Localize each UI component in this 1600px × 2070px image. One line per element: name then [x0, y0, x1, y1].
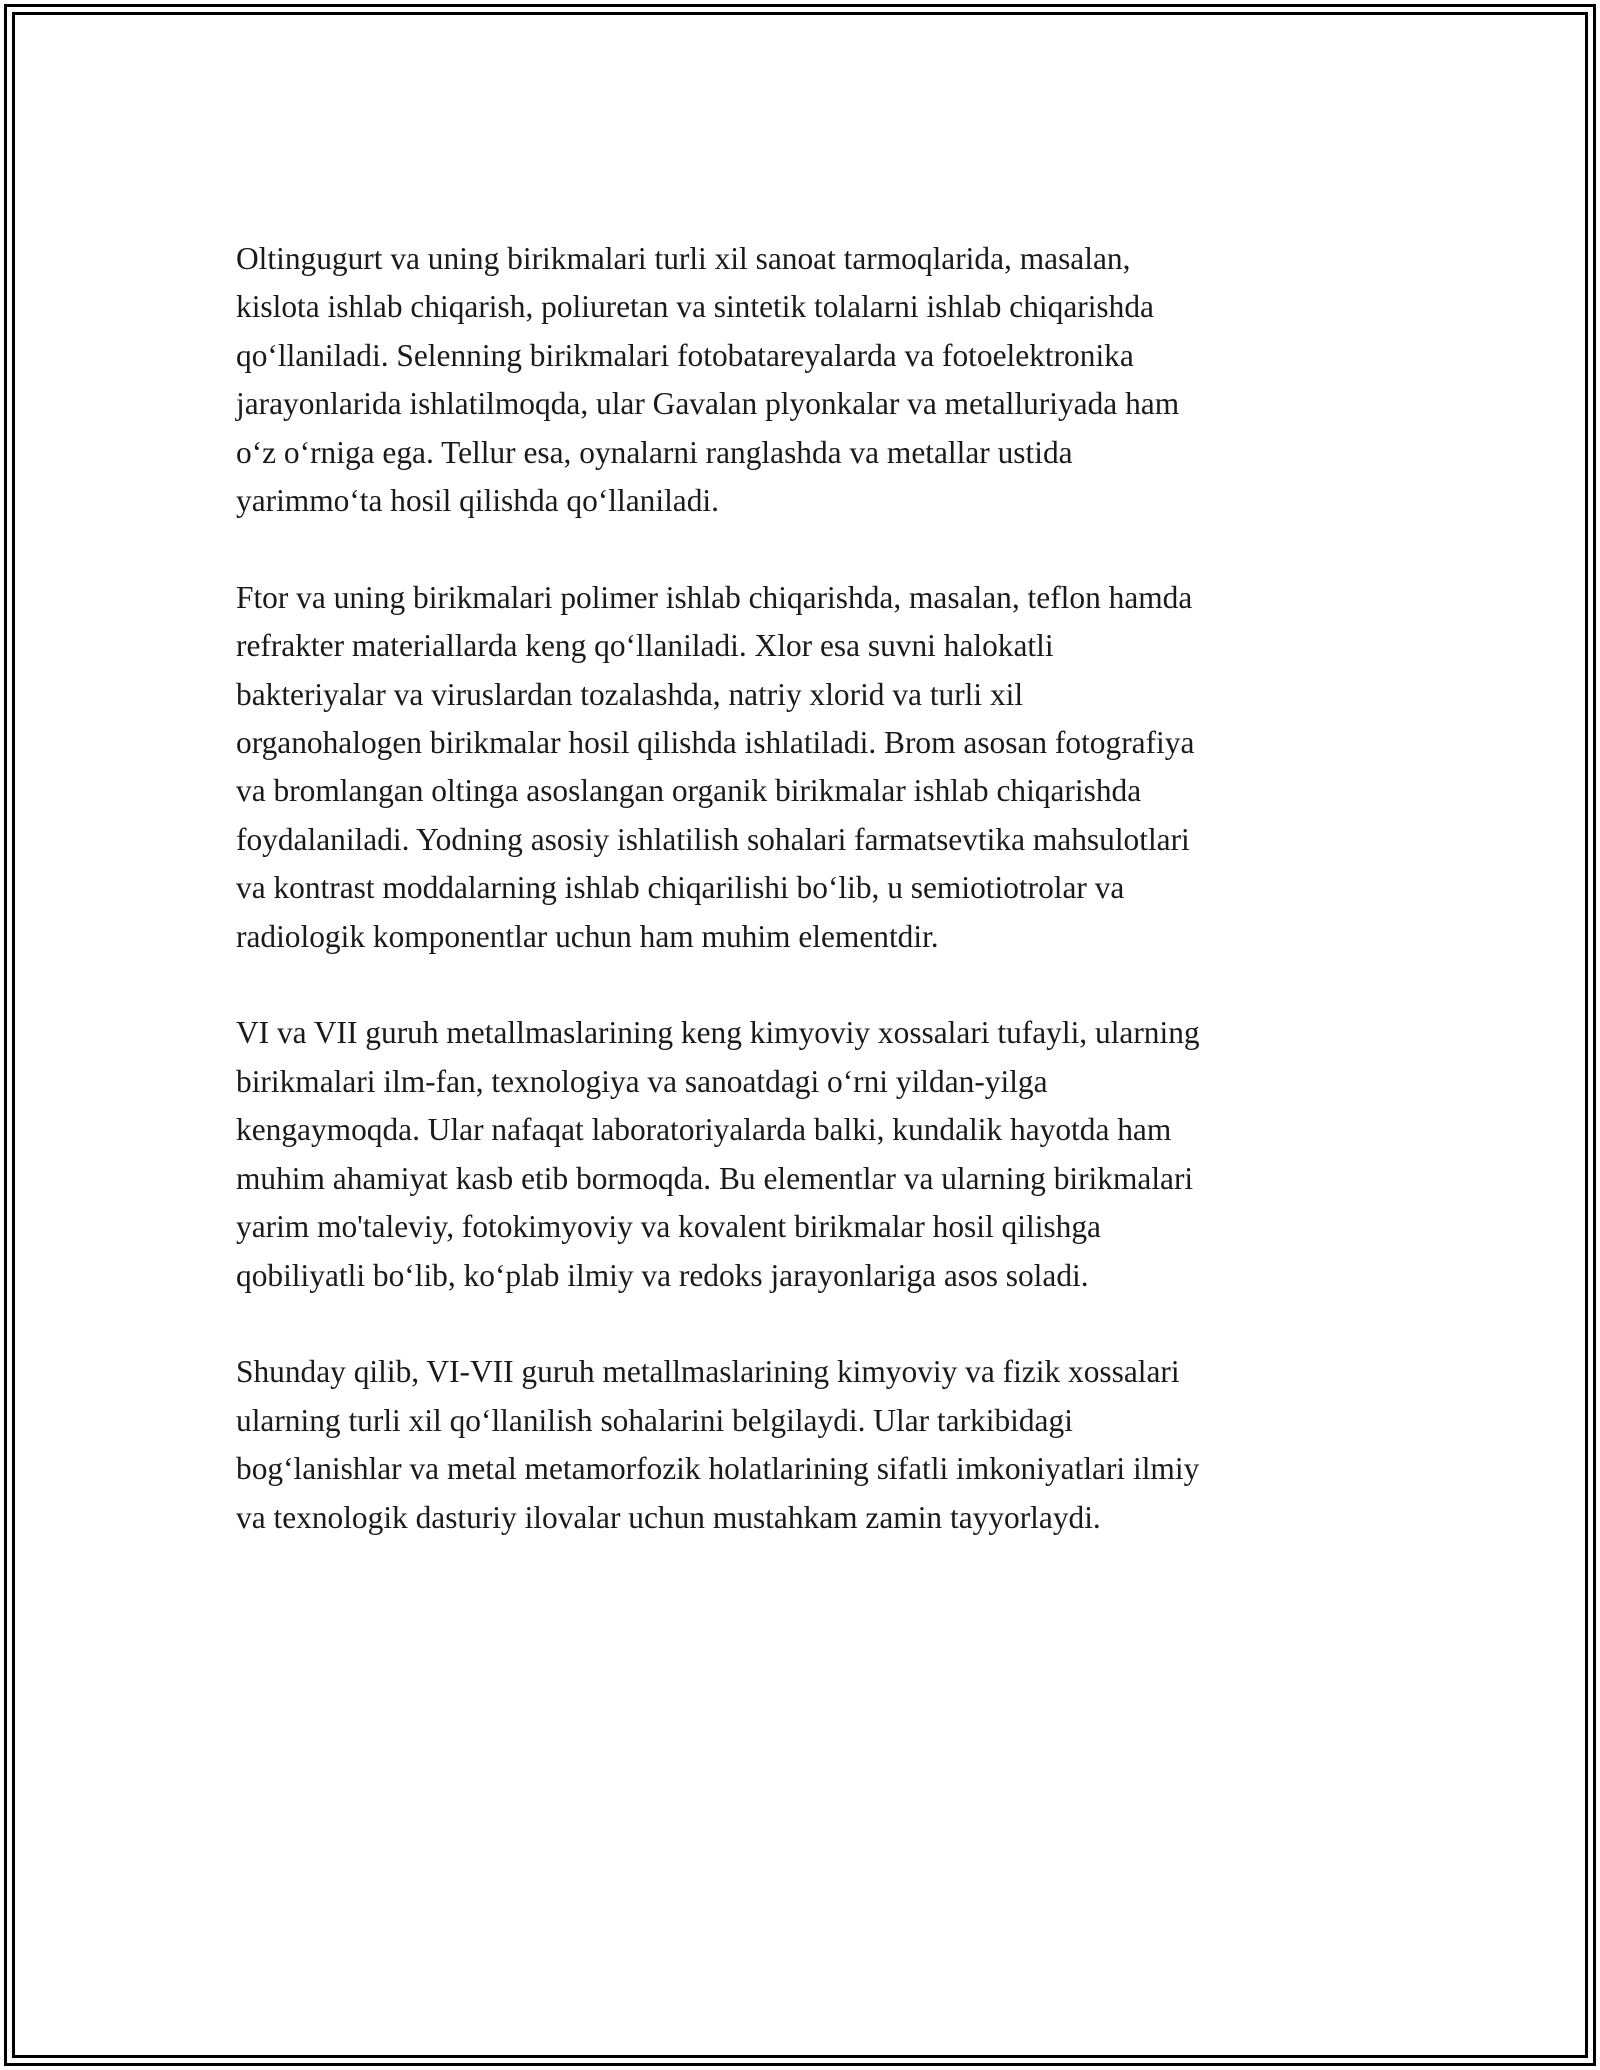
text-line: o‘z o‘rniga ega. Tellur esa, oynalarni ranglashda va metallar ustida: [236, 434, 1073, 470]
text-line: va texnologik dasturiy ilovalar uchun mustahkam zamin tayyorlaydi.: [236, 1499, 1101, 1535]
text-line: va bromlangan oltinga asoslangan organik birikmalar ishlab chiqarishda: [236, 773, 1142, 809]
text-line: birikmalari ilm-fan, texnologiya va sanoatdagi o‘rni yildan-yilga: [236, 1063, 1048, 1099]
text-line: bog‘lanishlar va metal metamorfozik holatlarining sifatli imkoniyatlari ilmiy: [236, 1451, 1200, 1487]
text-line: yarim mo'taleviy, fotokimyoviy va kovalent birikmalar hosil qilishga: [236, 1209, 1101, 1245]
text-line: bakteriyalar va viruslardan tozalashda, natriy xlorid va turli xil: [236, 676, 1024, 712]
text-line: va kontrast moddalarning ishlab chiqarilishi bo‘lib, u semiotiotrolar va: [236, 870, 1125, 906]
text-line: organohalogen birikmalar hosil qilishda ishlatiladi. Brom asosan fotografiya: [236, 725, 1195, 761]
paragraph-1: [236, 235, 1376, 525]
text-line: kengaymoqda. Ular nafaqat laboratoriyalarda balki, kundalik hayotda ham: [236, 1112, 1172, 1148]
text-line: Shunday qilib, VI-VII guruh metallmaslarining kimyoviy va fizik xossalari: [236, 1354, 1180, 1390]
text-line: Oltingugurt va uning birikmalari turli xil sanoat tarmoqlarida, masalan,: [236, 241, 1131, 276]
text-line: radiologik komponentlar uchun ham muhim elementdir.: [236, 918, 939, 954]
paragraph-3: [236, 1009, 1376, 1299]
text-line: foydalaniladi. Yodning asosiy ishlatilish sohalari farmatsevtika mahsulotlari: [236, 821, 1190, 857]
text-line: yarimmo‘ta hosil qilishda qo‘llaniladi.: [236, 483, 719, 519]
paragraph-2: [236, 574, 1376, 961]
text-line: qo‘llaniladi. Selenning birikmalari fotobatareyalarda va fotoelektronika: [236, 337, 1134, 373]
text-line: ularning turli xil qo‘llanilish sohalarini belgilaydi. Ular tarkibidagi: [236, 1402, 1073, 1438]
text-line: jarayonlarida ishlatilmoqda, ular Gavalan plyonkalar va metalluriyada ham: [236, 386, 1180, 422]
text-line: VI va VII guruh metallmaslarining keng kimyoviy xossalari tufayli, ularning: [236, 1015, 1200, 1051]
document-body: [236, 235, 1376, 1590]
text-line: kislota ishlab chiqarish, poliuretan va sintetik tolalarni ishlab chiqarishda: [236, 289, 1154, 325]
text-line: Ftor va uning birikmalari polimer ishlab chiqarishda, masalan, teflon hamda: [236, 579, 1193, 615]
text-line: muhim ahamiyat kasb etib bormoqda. Bu elementlar va ularning birikmalari: [236, 1160, 1194, 1196]
text-line: qobiliyatli bo‘lib, ko‘plab ilmiy va redoks jarayonlariga asos soladi.: [236, 1257, 1089, 1293]
paragraph-4: [236, 1348, 1376, 1542]
text-line: refrakter materiallarda keng qo‘llaniladi. Xlor esa suvni halokatli: [236, 628, 1054, 664]
